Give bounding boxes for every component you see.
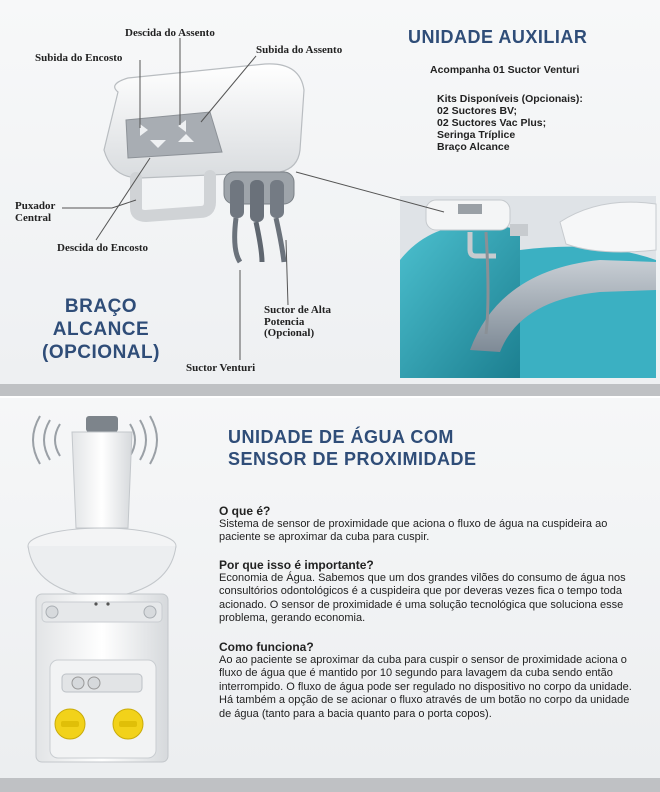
divider-bar	[0, 384, 660, 396]
section-heading: O que é?	[219, 504, 271, 518]
kits-line: 02 Suctores BV;	[437, 105, 517, 118]
kits-line: Kits Disponíveis (Opcionais):	[437, 93, 583, 105]
section-body: Economia de Água. Sabemos que um dos grandes vilões do consumo de água nos consultórios odontológicos é a cuspideira que por deveras vezes fica o tempo toda acionado. O sensor de proximidade é uma solução tecnológica que soluciona esse problema, gerando economia.	[219, 572, 626, 625]
section-heading: Como funciona?	[219, 640, 314, 654]
callout-line: Puxador	[15, 200, 56, 212]
braco-line: (OPCIONAL)	[42, 342, 160, 363]
water-title-line: SENSOR DE PROXIMIDADE	[228, 449, 477, 469]
section-what-is	[219, 504, 639, 545]
water-unit-panel	[0, 398, 660, 778]
callout-suctor-venturi: Suctor Venturi	[186, 362, 256, 374]
kits-line: Seringa Tríplice	[437, 129, 516, 142]
callout-descida-encosto: Descida do Encosto	[57, 242, 149, 254]
callout-descida-assento: Descida do Assento	[125, 27, 215, 39]
aux-title: UNIDADE AUXILIAR	[408, 27, 588, 47]
callout-subida-assento: Subida do Assento	[256, 44, 343, 56]
aux-accompany-text: Acompanha 01 Suctor Venturi	[430, 64, 580, 76]
callout-subida-encosto: Subida do Encosto	[35, 52, 123, 64]
callout-line: Potencia	[264, 315, 305, 328]
section-body: Ao ao paciente se aproximar da cuba para cuspir o sensor de proximidade aciona o fluxo de água que é mantido por 10 segundo para lavagem da cuba sendo então interrompido. O fluxo de água pode ser regulado no dispositivo no corpo da unidade. Há também a opção de se acionar o fluxo através de um botão no corpo da unidade de água (tanto para a bacia quanto para o porta copos).	[219, 654, 632, 720]
callout-line: Suctor de Alta	[264, 304, 332, 316]
braco-alcance-label	[26, 295, 176, 364]
section-how-works	[219, 640, 639, 721]
aux-kits-list	[437, 93, 583, 153]
callout-puxador-central	[15, 201, 55, 224]
water-title-line: UNIDADE DE ÁGUA COM	[228, 427, 454, 447]
bottom-bar	[0, 778, 660, 792]
kits-line: 02 Suctores Vac Plus;	[437, 117, 547, 130]
kits-line: Braço Alcance	[437, 141, 510, 154]
braco-line: BRAÇO	[64, 296, 138, 317]
section-why-important	[219, 558, 639, 626]
section-body: Sistema de sensor de proximidade que aciona o fluxo de água na cuspideira ao paciente se aproximar da cuba para cuspir.	[219, 518, 608, 544]
callout-line: Central	[15, 211, 52, 224]
callout-suctor-alta	[264, 305, 331, 340]
callout-line: (Opcional)	[264, 327, 315, 340]
water-title	[228, 426, 477, 470]
section-heading: Por que isso é importante?	[219, 558, 374, 572]
braco-line: ALCANCE	[52, 319, 150, 340]
auxiliary-unit-panel	[0, 0, 660, 384]
